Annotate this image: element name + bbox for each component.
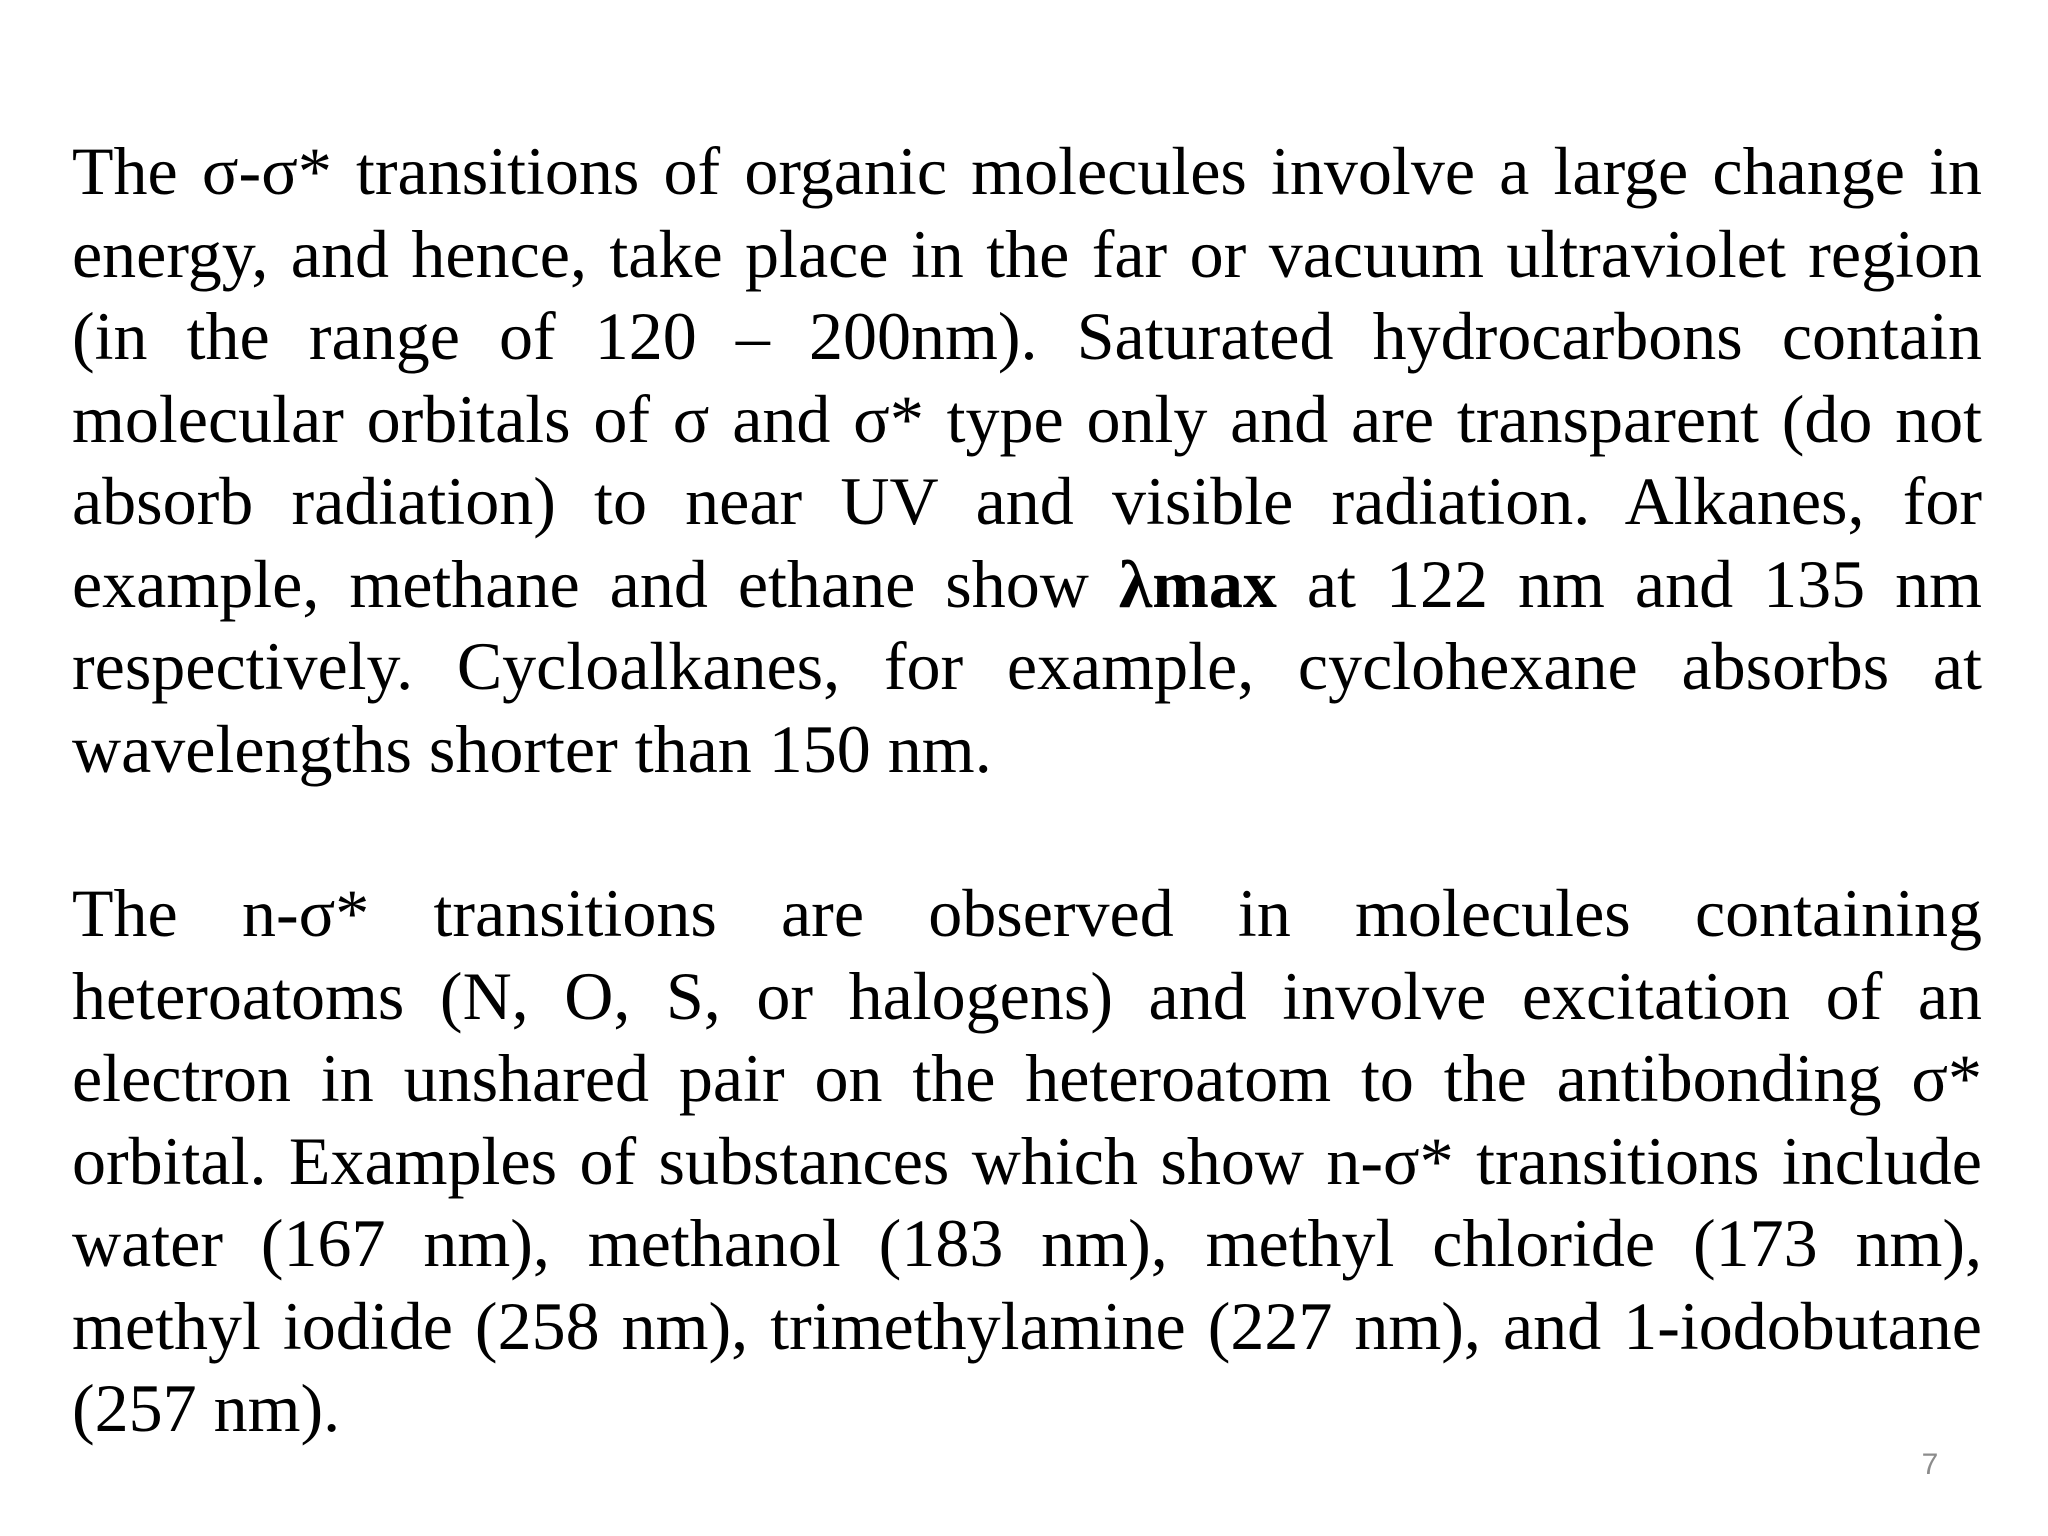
paragraph-1-text-end: at 122 nm and 135 nm respectively. Cycloalkanes, for example, cyclohexane absorbs at wavelengths shorter than 150 nm. bbox=[72, 545, 1982, 787]
paragraph-sigma-sigma-star bbox=[72, 130, 1982, 790]
paragraph-2-text: The n-σ* transitions are observed in molecules containing heteroatoms (N, O, S, or halogens) and involve excitation of an electron in unshared pair on the heteroatom to the antibonding σ* orbital. Examples of substances which show n-σ* transitions include water (167 nm), methanol (183 nm), methyl chloride (173 nm), methyl iodide (258 nm), trimethylamine (227 nm), and 1-iodobutane (257 nm). bbox=[72, 875, 1982, 1446]
paragraph-1-text-start: The σ-σ* transitions of organic molecules involve a large change in energy, and hence, take place in the far or vacuum ultraviolet region (in the range of 120 – 200nm). Saturated hydrocarbons contain molecular orbitals of σ and σ* type only and are transparent (do not absorb radiation) to near UV and visible radiation. Alkanes, for example, methane and ethane show bbox=[72, 133, 1982, 622]
paragraph-n-sigma-star bbox=[72, 872, 1982, 1450]
page-number: 7 bbox=[1921, 1448, 1939, 1481]
slide-body bbox=[72, 130, 1982, 1450]
lambda-max-term: λmax bbox=[1118, 545, 1277, 622]
